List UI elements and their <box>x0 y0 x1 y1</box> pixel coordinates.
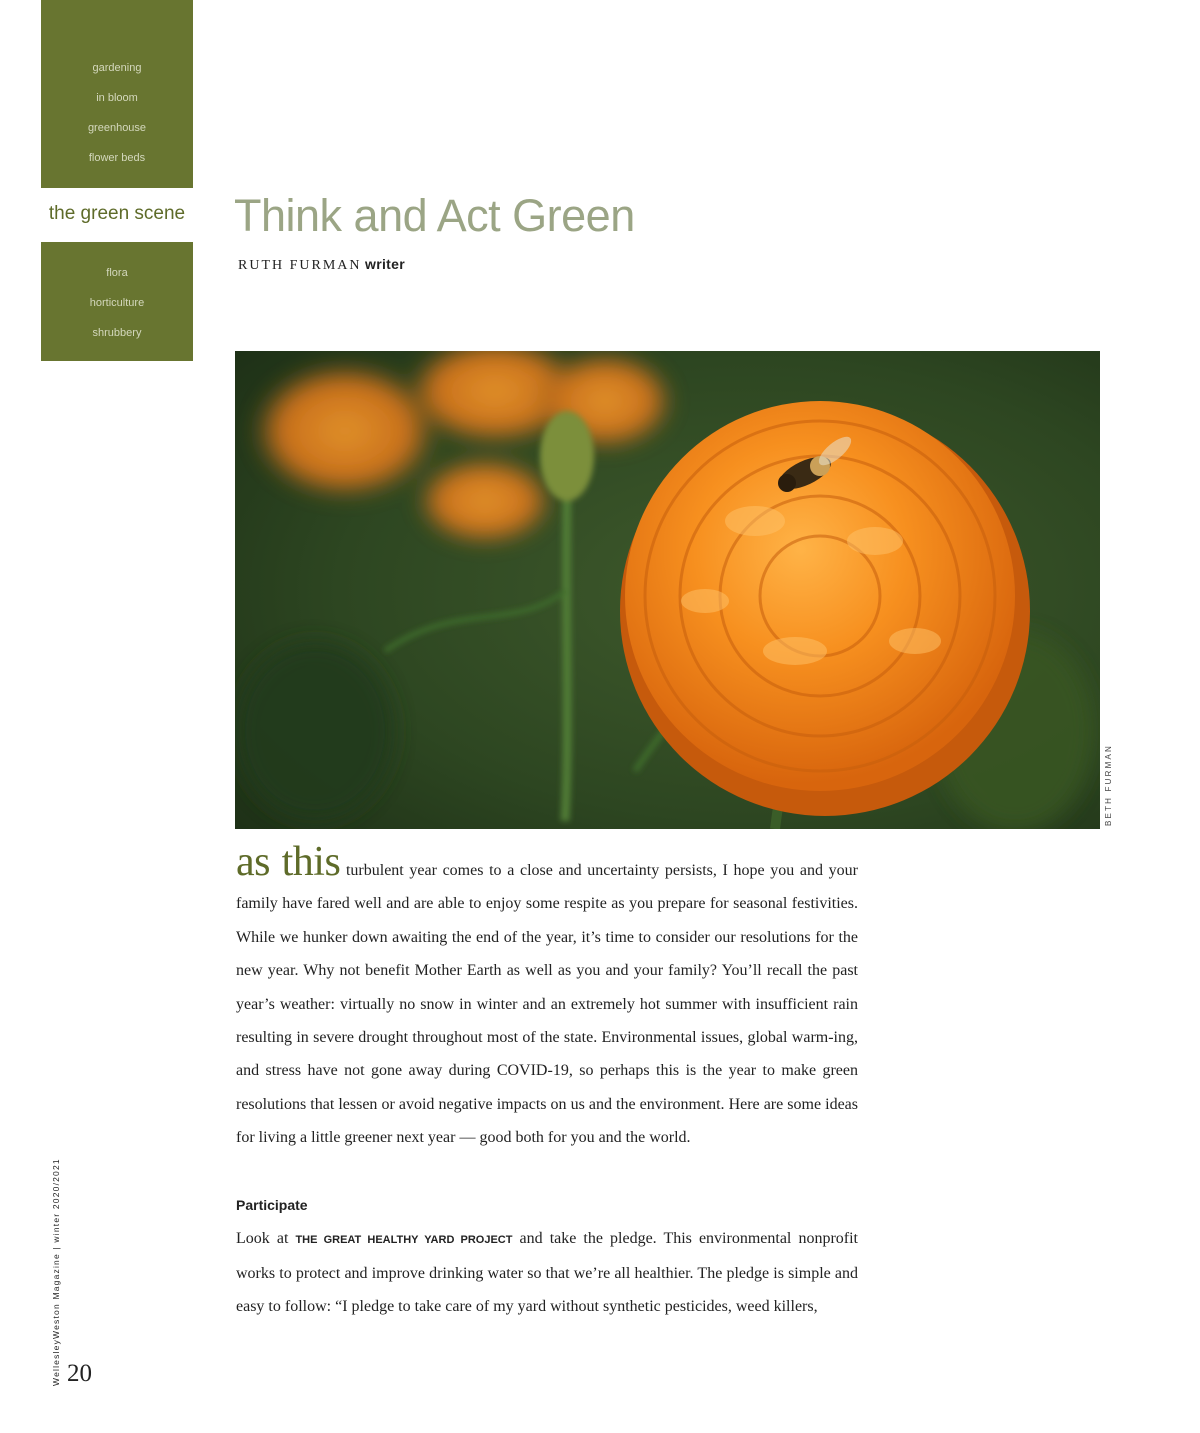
intro-paragraph <box>236 839 858 1155</box>
project-name: THE GREAT HEALTHY YARD PROJECT <box>295 1233 513 1246</box>
article-title: Think and Act Green <box>234 190 635 241</box>
page-number: 20 <box>67 1360 92 1387</box>
marigold-photo <box>235 351 1100 829</box>
author-name: RUTH FURMAN <box>238 258 362 273</box>
intro-text: turbulent year comes to a close and uncertainty persists, I hope you and your family have fared well and are able to enjoy some respite as you prepare for seasonal festivities. While we hunker down awaiting the end of the year, it’s time to consider our resolutions for the new year. Why not benefit Mother Earth as well as you and your family? You’ll recall the past year’s weather: virtually no snow in winter and an extremely hot summer with insufficient rain resulting in severe drought throughout most of the state. Environmental issues, global warm-ing, and stress have not gone away during COVID-19, so perhaps this is the year to make green resolutions that lessen or avoid negative impacts on us and the environment. Here are some ideas for living a little greener next year — good both for you and the world. <box>236 862 858 1147</box>
sidebar-item-shrubbery[interactable]: shrubbery <box>92 327 142 339</box>
sidebar-item-flora[interactable]: flora <box>106 267 128 279</box>
photo-credit: BETH FURMAN <box>1104 744 1113 826</box>
sidebar-top-menu <box>41 0 193 188</box>
byline <box>238 256 405 274</box>
sidebar-item-horticulture[interactable]: horticulture <box>89 297 145 309</box>
sidebar-item-flower-beds[interactable]: flower beds <box>88 152 146 164</box>
para2-start: Look at <box>236 1229 296 1247</box>
sidebar-item-greenhouse[interactable]: greenhouse <box>87 122 147 134</box>
article-body <box>236 839 858 1324</box>
section-name: the green scene <box>48 203 186 224</box>
subhead-participate: Participate <box>236 1196 308 1213</box>
sidebar-item-in-bloom[interactable]: in bloom <box>96 92 138 104</box>
participate-paragraph <box>236 1222 858 1324</box>
magazine-footer: WellesleyWeston Magazine | winter 2020/2021 <box>51 1158 61 1386</box>
dropcap: as this <box>236 839 341 885</box>
sidebar-bottom-menu <box>41 242 193 361</box>
para2-rest: and take the pledge. This environmental nonprofit works to protect and improve drinking water so that we’re all healthier. The pledge is simple and easy to follow: “I pledge to take care of my yard without synthetic pesticides, weed killers, <box>236 1229 858 1316</box>
author-role: writer <box>365 256 405 272</box>
sidebar-item-gardening[interactable]: gardening <box>92 62 142 74</box>
